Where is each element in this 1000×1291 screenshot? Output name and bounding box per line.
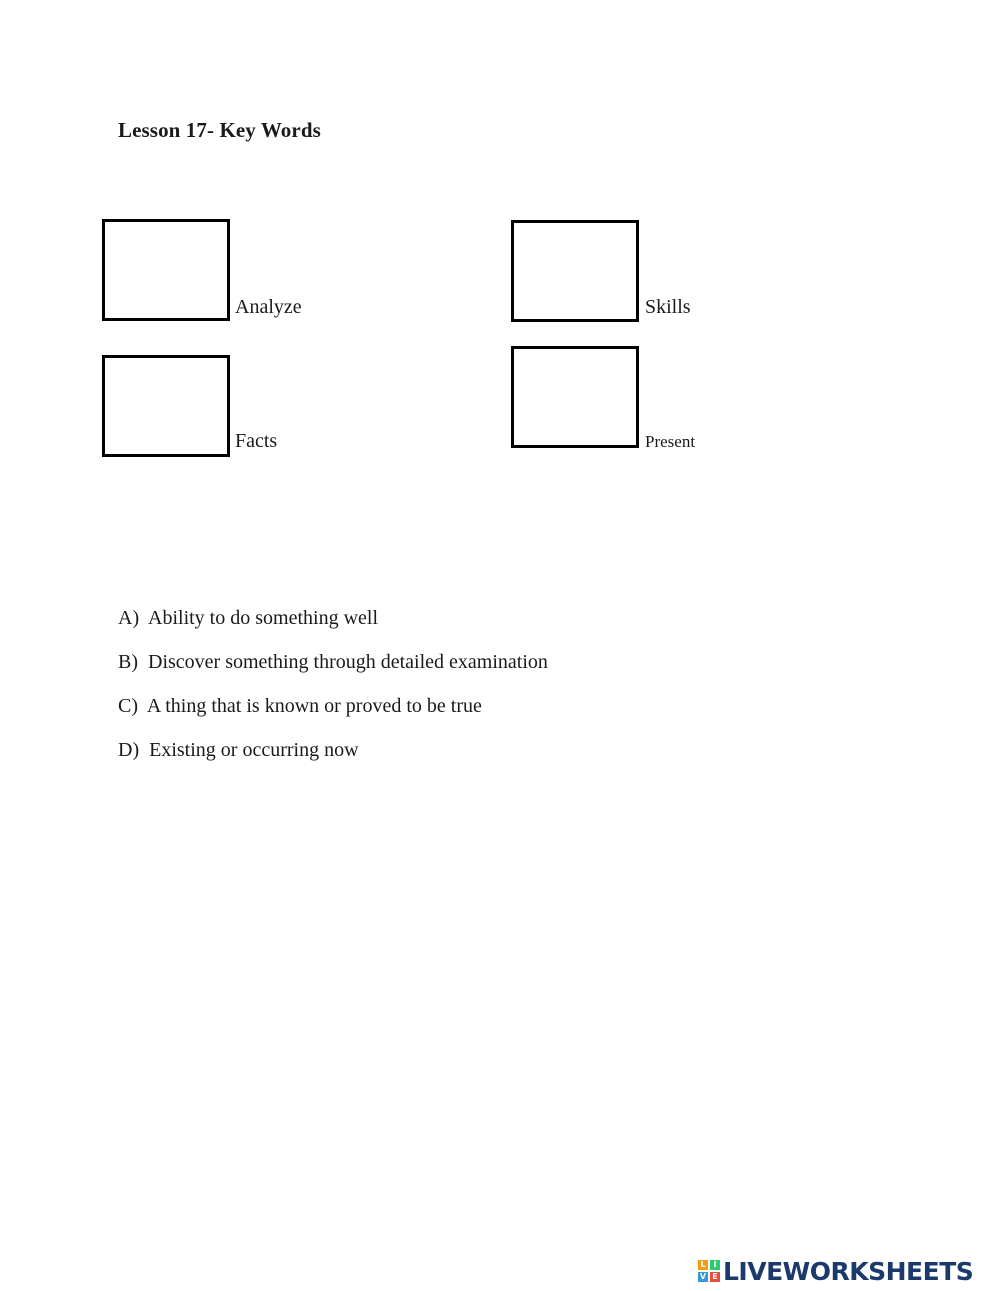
- definition-letter: D): [118, 739, 140, 761]
- definition-text: A thing that is known or proved to be true: [146, 695, 482, 717]
- definition-c: [118, 696, 482, 716]
- logo-block: I: [710, 1260, 720, 1270]
- definition-a: [118, 608, 378, 628]
- word-label-present: Present: [645, 432, 696, 451]
- definition-letter: B): [118, 651, 138, 673]
- definition-letter: C): [118, 695, 138, 717]
- logo-text: LIVEWORKSHEETS: [723, 1256, 974, 1286]
- definition-letter: A): [118, 607, 140, 629]
- word-label-analyze: Analyze: [235, 296, 302, 318]
- definition-b: [118, 652, 548, 672]
- definition-d: [118, 740, 359, 760]
- logo-blocks-icon: [698, 1260, 720, 1282]
- definition-text: Ability to do something well: [148, 607, 379, 629]
- answer-box-present[interactable]: [511, 346, 639, 448]
- definition-text: Existing or occurring now: [149, 739, 359, 761]
- word-label-skills: Skills: [645, 296, 691, 318]
- definition-text: Discover something through detailed examination: [148, 651, 548, 673]
- liveworksheets-logo: [698, 1257, 973, 1285]
- logo-block: L: [698, 1260, 708, 1270]
- answer-box-facts[interactable]: [102, 355, 230, 457]
- answer-box-skills[interactable]: [511, 220, 639, 322]
- logo-block: V: [699, 1272, 707, 1281]
- page-title: Lesson 17- Key Words: [118, 118, 321, 142]
- answer-box-analyze[interactable]: [102, 219, 230, 321]
- word-label-facts: Facts: [235, 430, 278, 452]
- logo-block: E: [710, 1272, 720, 1282]
